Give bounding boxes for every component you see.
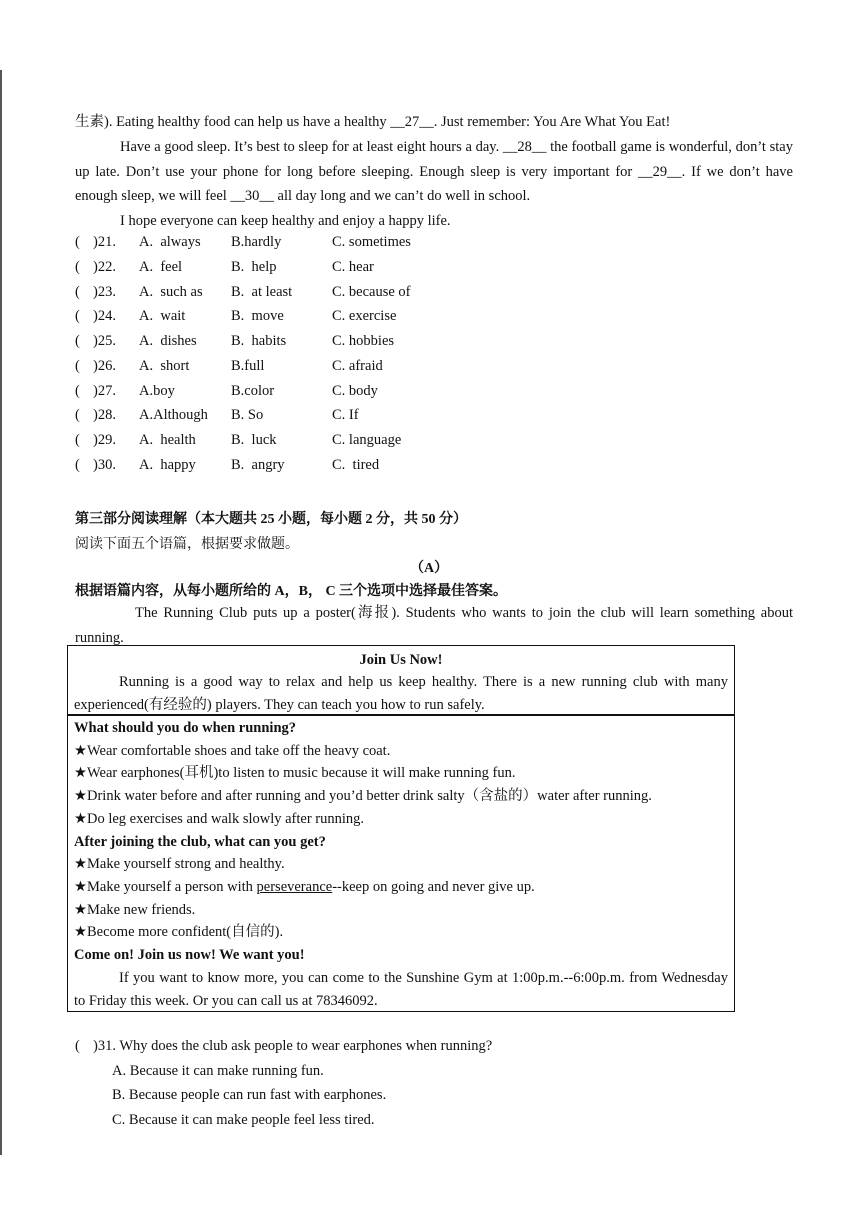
contact-info: If you want to know more, you can come to the Sunshine Gym at 1:00p.m.--6:00p.m. from Wednesday to Friday this week. Or you can call us at 78346092. [74,970,728,1009]
choice-row [75,407,475,431]
choice-row [75,383,475,407]
question-stem: )31. Why does the club ask people to wear earphones when running? [93,1038,493,1054]
choice-row [75,432,475,456]
option-a: A. such as [139,284,203,300]
option-a: A. wait [139,308,186,324]
question-number: )24. [93,308,116,324]
answer-blank: ( [75,259,80,275]
question-number: )30. [93,457,116,473]
answer-blank: ( [75,284,80,300]
question-number: )25. [93,333,116,349]
answer-blank: ( [75,407,80,423]
benefit-item: ★Become more confident(自信的). [74,924,284,940]
section-heading-join: Come on! Join us now! We want you! [74,947,305,963]
option-c: C. If [332,407,359,423]
tip-item: ★Wear comfortable shoes and take off the heavy coat. [74,743,391,759]
choice-row [75,259,475,283]
option-c: C. sometimes [332,234,411,250]
question-number: )26. [93,358,116,374]
option-a: A. dishes [139,333,197,349]
option-c: C. hobbies [332,333,395,349]
option-b: B. habits [231,333,287,349]
answer-blank: ( [75,358,80,374]
option-b: B. So [231,407,264,423]
option-c: C. body [332,383,378,399]
question-number: )29. [93,432,116,448]
section-heading-benefits: After joining the club, what can you get? [74,834,326,850]
benefit-text: ★Make yourself a person with [74,879,257,895]
option-c: C. because of [332,284,411,300]
answer-blank: ( [75,308,80,324]
part3-instruction: 阅读下面五个语篇，根据要求做题。 [75,537,299,552]
question-number: )22. [93,259,116,275]
option-a: A. feel [139,259,183,275]
option-c: C. afraid [332,358,383,374]
option-c: C. exercise [332,308,397,324]
option-b: B.hardly [231,234,282,250]
poster-intro: Running is a good way to relax and help us keep healthy. There is a new running club with many experienced(有经验的) players. They can teach you how to run safely. [74,674,728,713]
part3-directions: 根据语篇内容，从每小题所给的 A，B， C 三个选项中选择最佳答案。 [75,584,508,599]
question-number: )23. [93,284,116,300]
poster-header-box [67,645,735,716]
option-a: A. happy [139,457,196,473]
option-b: B.full [231,358,265,374]
choice-row [75,333,475,357]
answer-blank: ( [75,234,80,250]
option-b: B. at least [231,284,293,300]
answer-blank: ( [75,333,80,349]
section-label: （A） [410,561,449,576]
option-b: B. move [231,308,284,324]
poster-body-box [67,714,735,1012]
tip-item: ★Drink water before and after running and you’d better drink salty（含盐的）water after running. [74,788,652,804]
option-a: A. short [139,358,190,374]
option-c: C. hear [332,259,374,275]
cloze-paragraph-1: 生素). Eating healthy food can help us have a healthy __27__. Just remember: You Are What You Eat! [75,114,671,130]
answer-blank: ( [75,1038,80,1054]
option-a: A. Because it can make running fun. [112,1063,324,1079]
poster-title: Join Us Now! [359,652,443,668]
tip-item: ★Do leg exercises and walk slowly after running. [74,811,365,827]
choice-row [75,308,475,332]
option-a: A.Although [139,407,208,423]
option-a: A. health [139,432,196,448]
option-b: B. angry [231,457,285,473]
answer-blank: ( [75,383,80,399]
option-b: B. luck [231,432,277,448]
option-a: A. always [139,234,201,250]
benefit-item [74,876,728,899]
benefit-text: --keep on going and never give up. [332,879,535,895]
part3-title: 第三部分阅读理解（本大题共 25 小题，每小题 2 分，共 50 分） [75,512,467,527]
underlined-word: perseverance [256,879,333,895]
answer-blank: ( [75,457,80,473]
option-b: B. help [231,259,277,275]
cloze-paragraph-3: I hope everyone can keep healthy and enjoy a happy life. [120,213,451,229]
choice-row [75,358,475,382]
tip-item: ★Wear earphones(耳机)to listen to music because it will make running fun. [74,765,516,781]
option-b: B.color [231,383,275,399]
benefit-item: ★Make new friends. [74,902,196,918]
option-c: C. Because it can make people feel less tired. [112,1112,375,1128]
question-number: )21. [93,234,116,250]
passage-intro: The Running Club puts up a poster(海报). Students who wants to join the club will learn something about running. [75,605,793,646]
choice-row [75,284,475,308]
choice-row [75,457,475,481]
option-a: A.boy [139,383,175,399]
section-heading-running: What should you do when running? [74,720,297,736]
option-c: C. language [332,432,402,448]
choice-row [75,234,475,258]
cloze-paragraph-2: Have a good sleep. It’s best to sleep for at least eight hours a day. __28__ the football game is wonderful, don’t stay up late. Don’t use your phone for long before sleeping. Enough sleep is very important for __29__. If we don’t have enough sleep, we will feel __30__ all day long and we can’t do well in school. [75,139,793,204]
page-edge-line [0,70,2,1155]
question-31 [75,1038,775,1062]
answer-blank: ( [75,432,80,448]
option-c: C. tired [332,457,380,473]
option-b: B. Because people can run fast with earphones. [112,1087,387,1103]
benefit-item: ★Make yourself strong and healthy. [74,856,285,872]
question-number: )27. [93,383,116,399]
question-number: )28. [93,407,116,423]
